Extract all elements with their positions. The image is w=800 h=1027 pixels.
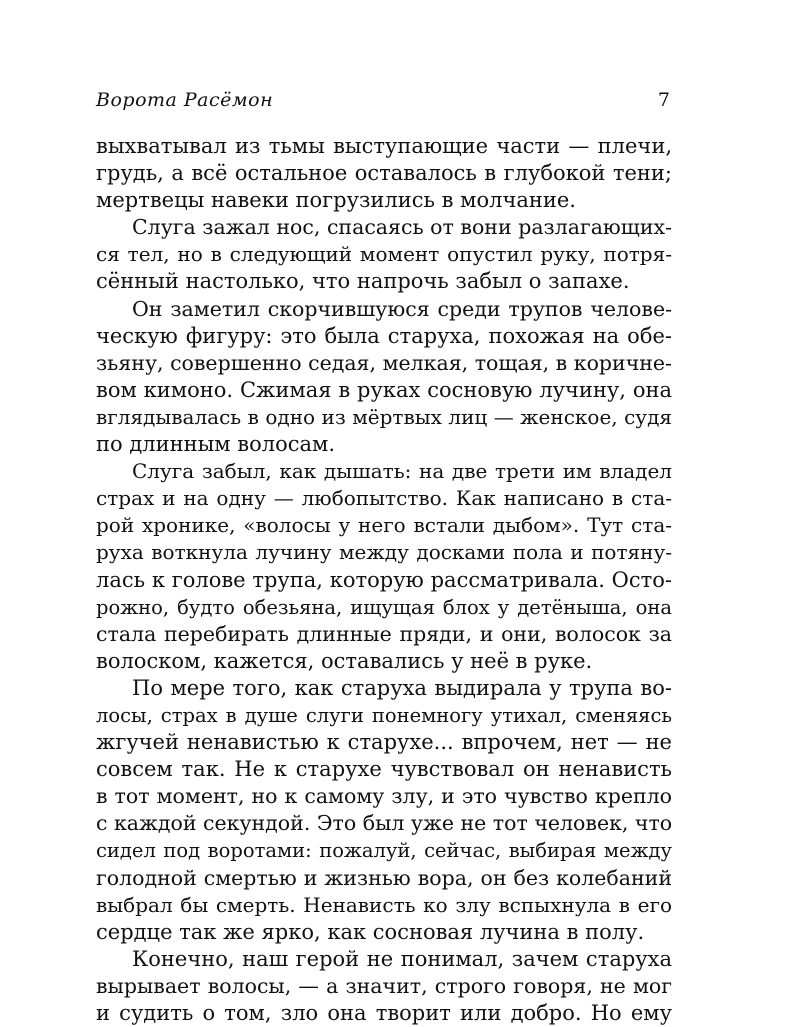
text-line: Слуга зажал нос, спасаясь от вони разлагающих- bbox=[132, 215, 672, 240]
text-line: в тот момент, но к самому злу, и это чувство крепло bbox=[96, 784, 672, 809]
text-line: зьяну, совершенно седая, мелкая, тощая, в коричне- bbox=[96, 350, 672, 375]
text-line: сидел под воротами: пожалуй, сейчас, выбирая между bbox=[96, 839, 672, 863]
text-line: мертвецы навеки погрузились в молчание. bbox=[96, 188, 576, 213]
text-line: вырывает волосы, — а значит, строго говоря, не мог bbox=[96, 973, 672, 998]
running-head bbox=[96, 86, 670, 114]
body-text bbox=[96, 133, 672, 1027]
text-line: по длинным волосам. bbox=[96, 432, 336, 457]
text-line: вом кимоно. Сжимая в руках сосновую лучину, она bbox=[96, 377, 672, 402]
text-line: страх и на одну — любопытство. Как написано в ста- bbox=[96, 486, 672, 511]
running-title: Ворота Расёмон bbox=[96, 89, 274, 111]
text-line: руха воткнула лучину между досками пола и потяну- bbox=[96, 540, 672, 565]
text-line: сердце так же ярко, как сосновая лучина в полу. bbox=[96, 919, 645, 944]
text-line: вглядывалась в одно из мёртвых лиц — женское, судя bbox=[96, 404, 672, 429]
text-line: и судить о том, зло она творит или добро. Но ему bbox=[96, 1001, 672, 1025]
page-number: 7 bbox=[657, 89, 670, 111]
text-line: По мере того, как старуха выдирала у трупа во- bbox=[132, 675, 672, 700]
text-line: Слуга забыл, как дышать: на две трети им владел bbox=[132, 459, 672, 484]
text-line: стала перебирать длинные пряди, и они, волосок за bbox=[96, 621, 672, 646]
text-line: Он заметил скорчившуюся среди трупов челове- bbox=[132, 296, 672, 321]
text-line: совсем так. Не к старухе чувствовал он ненависть bbox=[96, 757, 672, 782]
text-line: рожно, будто обезьяна, ищущая блох у детёныша, она bbox=[96, 595, 672, 619]
text-line: жгучей ненавистью к старухе... впрочем, нет — не bbox=[96, 730, 672, 755]
text-line: выхватывал из тьмы выступающие части — плечи, bbox=[96, 134, 672, 158]
text-line: лась к голове трупа, которую рассматривала. Осто- bbox=[96, 567, 672, 592]
text-line: голодной смертью и жизнью вора, он без колебаний bbox=[96, 865, 672, 890]
text-line: грудь, а всё остальное оставалось в глубокой тени; bbox=[96, 161, 672, 186]
text-line: сённый настолько, что напрочь забыл о запахе. bbox=[96, 269, 630, 294]
text-line: выбрал бы смерть. Ненависть ко злу вспыхнула в его bbox=[96, 892, 672, 917]
text-line: ся тел, но в следующий момент опустил руку, потря- bbox=[96, 242, 672, 267]
text-line: Конечно, наш герой не понимал, зачем старуха bbox=[132, 946, 672, 971]
text-line: ческую фигуру: это была старуха, похожая на обе- bbox=[96, 323, 672, 348]
text-line: лосы, страх в душе слуги понемногу утихал, сменяясь bbox=[96, 703, 672, 727]
text-line: волоском, кажется, оставались у неё в руке. bbox=[96, 648, 593, 673]
text-line: рой хронике, «волосы у него встали дыбом». Тут ста- bbox=[96, 513, 672, 538]
text-line: с каждой секундой. Это был уже не тот человек, что bbox=[96, 811, 673, 836]
